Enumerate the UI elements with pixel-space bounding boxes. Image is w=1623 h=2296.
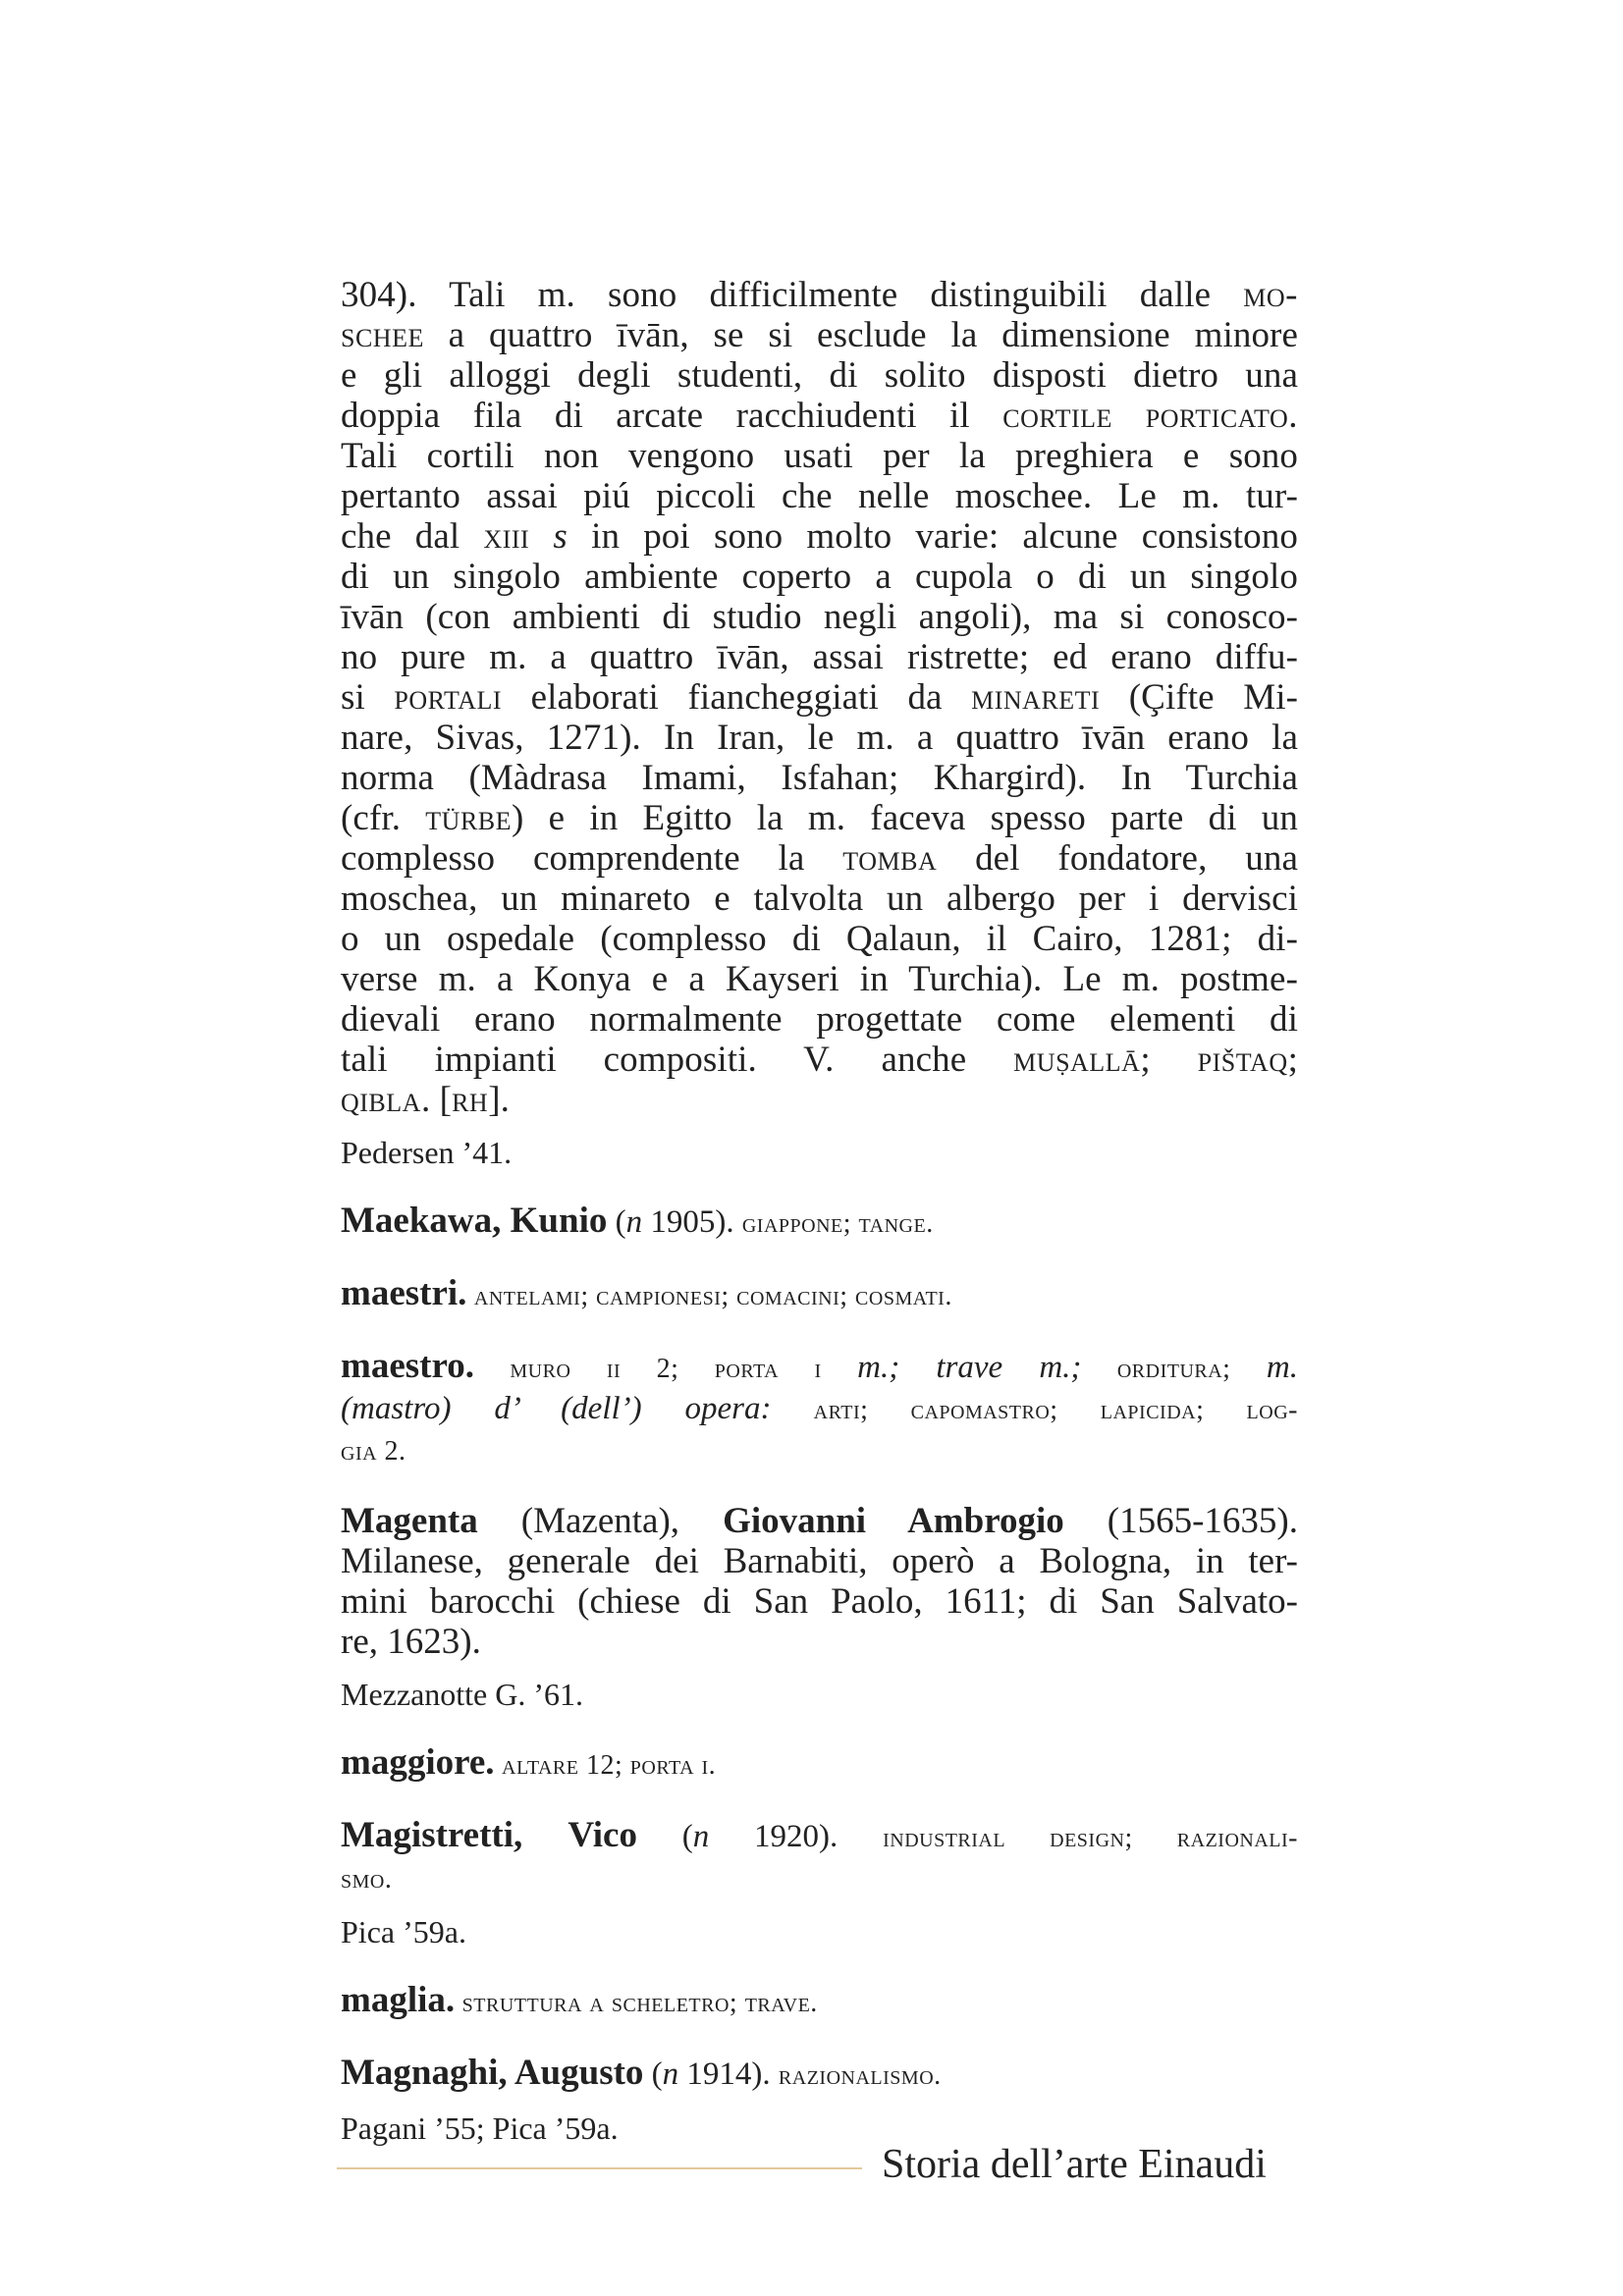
footer-divider [337, 2167, 862, 2169]
bibliography-ref: Mezzanotte G. ’61. [341, 1677, 584, 1712]
entry-maestro: maestro. muro ii 2; porta i m.; trave m.; orditura; m. (mastro) d’ (dell’) opera: arti; capomastro; lapicida; log- gia 2. [341, 1346, 1298, 1467]
entry-maestri: maestri. antelami; campionesi; comacini; cosmati. [341, 1273, 952, 1313]
body-paragraph: 304). Tali m. sono difficilmente distinguibili dalle mo- schee a quattro īvān, se si esclude la dimensione minore e gli alloggi degli studenti, di solito disposti dietro una doppia fila di arcate racchiudenti il cortile porticato. Tali cortili non vengono usati per la preghiera e sono pertanto assai piú piccoli che nelle moschee. Le m. tur- che dal xiii s in poi sono molto varie: alcune consistono di un singolo ambiente coperto a cupola o di un singolo īvān (con ambienti di studio negli angoli), ma si conosco- no pure m. a quattro īvān, assai ristrette; ed erano diffu- si portali elaborati fiancheggiati da minareti (Çifte Mi- nare, Sivas, 1271). In Iran, le m. a quattro īvān erano la norma (Màdrasa Imami, Isfahan; Khargird). In Turchia (cfr. türbe) e in Egitto la m. faceva spesso parte di un complesso comprendente la tomba del fondatore, una moschea, un minareto e talvolta un albergo per i dervisci o un ospedale (complesso di Qalaun, il Cairo, 1281; di- verse m. a Konya e a Kayseri in Turchia). Le m. postme- dievali erano normalmente progettate come elementi di tali impianti compositi. V. anche muṣallā; pištaq; qibla. [rh]. [341, 275, 1299, 1120]
entry-maekawa: Maekawa, Kunio (n 1905). giappone; tange. [341, 1201, 934, 1241]
entry-magenta: Magenta (Mazenta), Giovanni Ambrogio (1565-1635). Milanese, generale dei Barnabiti, operò a Bologna, in ter- mini barocchi (chiese di San Paolo, 1611; di San Salvato- re, 1623). [341, 1501, 1299, 1662]
page-content [341, 275, 1298, 2147]
entry-maggiore: maggiore. altare 12; porta i. [341, 1742, 717, 1783]
footer-title: Storia dell’arte Einaudi [882, 2142, 1267, 2187]
bibliography-ref: Pagani ’55; Pica ’59a. [341, 2110, 619, 2146]
bibliography-ref: Pica ’59a. [341, 1914, 466, 1949]
entry-magnaghi: Magnaghi, Augusto (n 1914). razionalismo. [341, 2053, 942, 2093]
bibliography-ref: Pedersen ’41. [341, 1135, 513, 1170]
entry-maglia: maglia. struttura a scheletro; trave. [341, 1980, 818, 2020]
entry-magistretti: Magistretti, Vico (n 1920). industrial design; razionali- smo. [341, 1815, 1298, 1895]
